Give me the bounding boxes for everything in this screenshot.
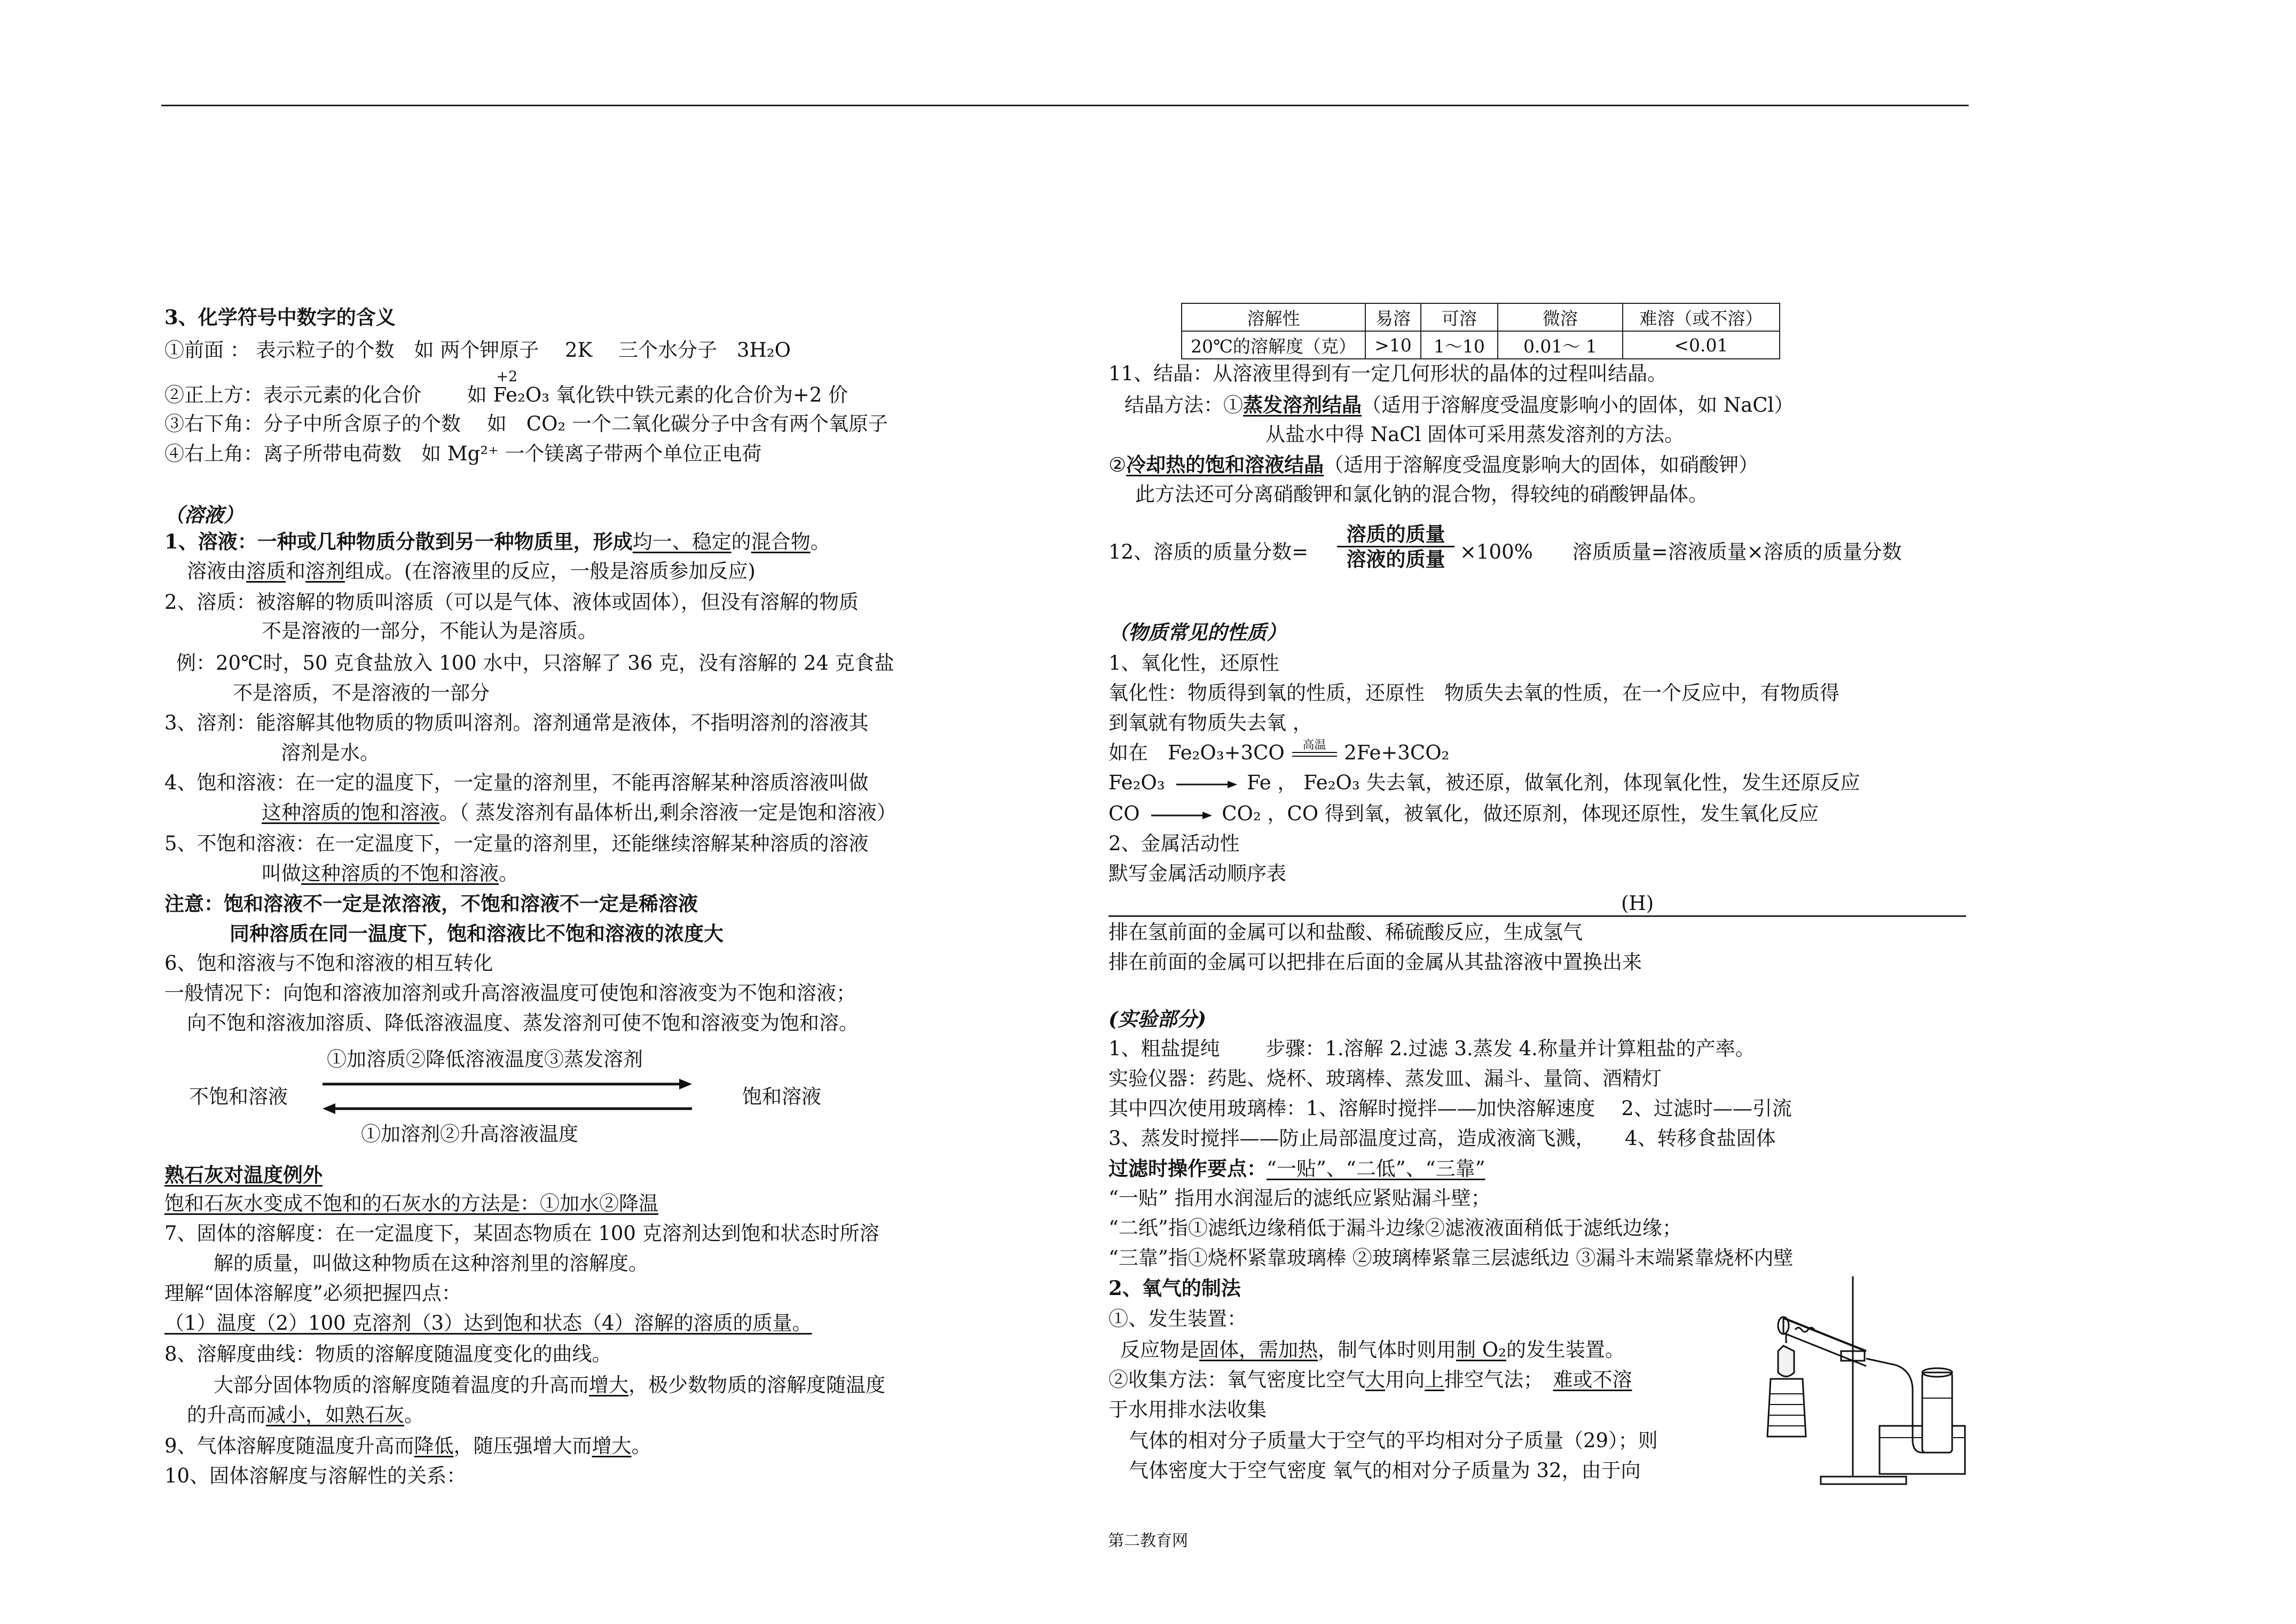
def1b-u1: 溶质 (246, 560, 286, 583)
def7-line3: 理解“固体溶解度”必须把握四点： (164, 1282, 461, 1305)
oxidation-arrow (1146, 810, 1215, 821)
sec3-line1: ①前面 ： 表示粒子的个数 如 两个钾原子 2K 三个水分子 3H₂O (164, 339, 791, 362)
reaction-right: 2Fe+3CO₂ (1344, 741, 1450, 764)
def7-line1: 7、固体的溶解度：在一定温度下，某固态物质在 100 克溶剂达到饱和状态时所溶 (164, 1222, 879, 1245)
conversion-bottom-label: ①加溶剂②升高溶液温度 (361, 1123, 578, 1146)
def1b-pre: 溶液由 (187, 560, 246, 583)
def2-line3: 例：20℃时，50 克食盐放入 100 水中，只溶解了 36 克，没有溶解的 24 克食盐 (176, 652, 894, 674)
conversion-right-label: 饱和溶液 (742, 1085, 821, 1108)
e1-line2: 实验仪器：药匙、烧杯、玻璃棒、蒸发皿、漏斗、量筒、酒精灯 (1108, 1067, 1662, 1090)
r11-u1: 蒸发溶剂结晶 (1243, 393, 1362, 417)
def3-line1: 3、溶剂：能溶解其他物质的物质叫溶剂。溶剂通常是液体，不指明溶剂的溶液其 (164, 711, 869, 734)
p2-title: 2、金属活动性 (1108, 832, 1240, 855)
p1-line1: 氧化性：物质得到氧的性质，还原性 物质失去氧的性质，在一个反应中，有物质得 (1108, 681, 1839, 704)
e2-l3-mid: 用向 (1385, 1368, 1425, 1391)
p1-line5 (1108, 801, 1819, 827)
p2-line3: 排在前面的金属可以把排在后面的金属从其盐溶液中置换出来 (1108, 951, 1642, 974)
sec3-line2 (164, 368, 848, 408)
table-cell: >10 (1365, 331, 1421, 359)
conversion-arrows (320, 1073, 694, 1116)
def8-line2 (214, 1372, 885, 1398)
table-row (1182, 331, 1780, 359)
def1-line1 (164, 529, 830, 555)
def4-rest: 。（ 蒸发溶剂有晶体析出,剩余溶液一定是饱和溶液） (439, 801, 897, 824)
note-line1: 注意：饱和溶液不一定是浓溶液，不饱和溶液不一定是稀溶液 (164, 892, 698, 915)
conversion-top-label: ①加溶质②降低溶液温度③蒸发溶剂 (327, 1048, 643, 1071)
def1-end: 。 (810, 530, 830, 553)
activity-series-rule (1108, 915, 1966, 917)
def2-line1: 2、溶质：被溶解的物质叫溶质（可以是气体、液体或固体），但没有溶解的物质 (164, 591, 859, 614)
def2-line4: 不是溶质，不是溶液的一部分 (233, 681, 490, 704)
sec3-line3: ③右下角：分子中所含原子的个数 如 CO₂ 一个二氧化碳分子中含有两个氧原子 (164, 412, 888, 435)
def1-mid: 的 (731, 530, 751, 553)
properties-heading: （物质常见的性质） (1108, 621, 1286, 644)
def4-line2 (262, 800, 897, 826)
conversion-left-label: 不饱和溶液 (189, 1085, 288, 1108)
valence-charge: +2 (496, 368, 518, 385)
e1-line3: 其中四次使用玻璃棒：1、溶解时搅拌——加快溶解速度 2、过滤时——引流 (1108, 1097, 1792, 1120)
e2-line5: 气体的相对分子质量大于空气的平均相对分子质量（29）；则 (1129, 1429, 1658, 1452)
sec3-line2-pre: ②正上方：表示元素的化合价 如 (164, 383, 487, 406)
def9-mid: ，随压强增大而 (453, 1434, 592, 1457)
r11-l2-post: （适用于溶解度受温度影响小的固体，如 NaCl） (1362, 394, 1794, 417)
e2-line3 (1108, 1367, 1632, 1393)
def8-u2: 减小，如熟石灰 (266, 1403, 404, 1426)
e2-u5: 难或不溶 (1553, 1368, 1632, 1391)
e2-u1: 固体，需加热 (1199, 1338, 1318, 1361)
def1b-u2: 溶剂 (305, 560, 345, 583)
e2-line4: 于水用排水法收集 (1108, 1398, 1267, 1421)
e2-line1: ①、发生装置： (1108, 1307, 1247, 1330)
p1-line3 (1108, 740, 1449, 766)
p1-line4 (1108, 770, 1860, 796)
table-cell: 1～10 (1421, 331, 1498, 359)
def9-u1: 降低 (414, 1434, 454, 1457)
p1-line2: 到氧就有物质失去氧 ， (1108, 711, 1312, 734)
r12-pre: 12、溶质的质量分数= (1108, 540, 1309, 563)
reduction-arrow (1171, 779, 1240, 790)
r11-l4-post: （适用于溶解度受温度影响大的固体，如硝酸钾） (1324, 453, 1759, 476)
valence-formula-text: Fe₂O₃ (493, 383, 550, 406)
e1-line8: “三靠”指①烧杯紧靠玻璃棒 ②玻璃棒紧靠三层滤纸边 ③漏斗末端紧靠烧杯内壁 (1108, 1246, 1794, 1269)
table-cell: <0.01 (1623, 331, 1780, 359)
p1-l5-pre: CO (1108, 802, 1140, 825)
p1-l4-post: Fe ， Fe₂O₃ 失去氧，被还原，做氧化剂，体现氧化性，发生还原反应 (1247, 771, 1860, 794)
table-cell: 0.01～ 1 (1498, 331, 1623, 359)
e2-title: 2、氧气的制法 (1108, 1276, 1241, 1300)
def5-line1: 5、不饱和溶液：在一定温度下，一定量的溶剂里，还能继续溶解某种溶质的溶液 (164, 832, 869, 855)
def1-u1: 均一、稳定 (632, 530, 732, 553)
fraction-numerator: 溶质的质量 (1346, 522, 1445, 546)
table-cell: 20℃的溶解度（克） (1182, 331, 1365, 359)
mass-fraction (1337, 522, 1454, 571)
r11-line4 (1108, 452, 1758, 478)
top-rule (161, 105, 1969, 106)
experiment-heading: (实验部分) (1108, 1007, 1207, 1031)
note-line2: 同种溶质在同一温度下，饱和溶液比不饱和溶液的浓度大 (230, 922, 724, 945)
def8-l2-pre: 大部分固体物质的溶解度随着温度的升高而 (214, 1374, 589, 1397)
condition-bar (1292, 752, 1337, 757)
e2-l2-post: 的发生装置。 (1506, 1338, 1625, 1361)
def1b-mid: 和 (286, 560, 305, 583)
table-cell: 易溶 (1365, 303, 1421, 331)
def6-title: 6、饱和溶液与不饱和溶液的相互转化 (164, 952, 493, 975)
e2-l3-mid2: 排空气法； (1444, 1368, 1553, 1391)
r11-u2: 冷却热的饱和溶液结晶 (1126, 453, 1324, 476)
def1-line2 (187, 559, 756, 584)
valence-formula (493, 368, 550, 408)
e2-u4: 上 (1425, 1368, 1444, 1391)
e1-l5-underline: “一贴”、“二低”、“三靠” (1267, 1157, 1485, 1180)
solubility-table (1181, 303, 1780, 359)
def5-pre: 叫做 (262, 862, 301, 885)
shihui-line: 饱和石灰水变成不饱和的石灰水的方法是：①加水②降温 (164, 1192, 658, 1215)
p2-line2: 排在氢前面的金属可以和盐酸、稀硫酸反应，生成氢气 (1108, 921, 1583, 944)
def5-line2 (262, 861, 518, 886)
r11-line3: 从盐水中得 NaCl 固体可采用蒸发溶剂的方法。 (1265, 423, 1685, 446)
def4-underline: 这种溶质的饱和溶液 (262, 801, 439, 824)
e2-l2-pre: 反应物是 (1120, 1338, 1199, 1361)
shihui-title: 熟石灰对温度例外 (164, 1163, 323, 1187)
p2-line1: 默写金属活动顺序表 (1108, 862, 1286, 885)
e2-l2-mid: ，制气体时则用 (1318, 1338, 1456, 1361)
def2-line2: 不是溶液的一部分，不能认为是溶质。 (262, 619, 597, 642)
def8-l3-post: 。 (404, 1403, 424, 1426)
r11-line1: 11、结晶：从溶液里得到有一定几何形状的晶体的过程叫结晶。 (1108, 362, 1668, 385)
fraction-denominator: 溶液的质量 (1337, 546, 1454, 571)
e1-line1: 1、粗盐提纯 步骤：1.溶解 2.过滤 3.蒸发 4.称量并计算粗盐的产率。 (1108, 1037, 1755, 1060)
e2-line6: 气体密度大于空气密度 氧气的相对分子质量为 32，由于向 (1129, 1459, 1641, 1482)
def7-line4: （1）温度（2）100 克溶剂（3）达到饱和状态（4）溶解的溶质的质量。 (164, 1312, 812, 1335)
e2-l3-pre: ②收集方法：氧气密度比空气 (1108, 1368, 1365, 1391)
table-cell: 难溶（或不溶） (1623, 303, 1780, 331)
r11-l4-pre: ② (1108, 453, 1127, 476)
sec3-line2-post: 氧化铁中铁元素的化合价为+2 价 (555, 383, 848, 406)
e1-line6: “一贴” 指用水润湿后的滤纸应紧贴漏斗壁； (1108, 1187, 1491, 1210)
def8-l2-post: ，极少数物质的溶解度随温度 (628, 1374, 885, 1397)
e1-line4: 3、蒸发时搅拌——防止局部温度过高，造成液滴飞溅， 4、转移食盐固体 (1108, 1127, 1776, 1150)
hydrogen-marker: (H) (1621, 892, 1654, 915)
page-footer: 第二教育网 (1108, 1532, 1188, 1550)
e2-u2: 制 O₂ (1456, 1338, 1506, 1361)
table-cell: 可溶 (1421, 303, 1498, 331)
def1-pre: 1、溶液：一种或几种物质分散到另一种物质里，形成 (164, 530, 633, 553)
def3-line2: 溶剂是水。 (281, 741, 380, 764)
e2-line2 (1120, 1337, 1625, 1363)
oxygen-apparatus-illustration (1762, 1266, 1970, 1490)
def8-line3 (187, 1402, 424, 1428)
reaction-condition (1291, 740, 1338, 766)
r11-line5: 此方法还可分离硝酸钾和氯化钠的混合物，得较纯的硝酸钾晶体。 (1135, 483, 1708, 506)
e2-u3: 大 (1365, 1368, 1385, 1391)
def8-l3-pre: 的升高而 (187, 1403, 266, 1426)
table-cell: 微溶 (1498, 303, 1623, 331)
def5-underline: 这种溶质的不饱和溶液 (301, 862, 499, 885)
def9-line (164, 1433, 651, 1459)
p1-title: 1、氧化性，还原性 (1108, 652, 1279, 674)
def1-u2: 混合物 (751, 530, 811, 553)
def9-end: 。 (631, 1434, 651, 1457)
r11-l2-pre: 结晶方法：① (1125, 394, 1243, 417)
e1-l5-pre: 过滤时操作要点： (1108, 1157, 1267, 1180)
table-cell: 溶解性 (1182, 303, 1365, 331)
def8-u1: 增大 (589, 1374, 628, 1397)
section3-title: 3、化学符号中数字的含义 (164, 305, 396, 329)
condition-label: 高温 (1302, 739, 1326, 752)
def5-end: 。 (499, 862, 518, 885)
e1-line7: “二纸”指①滤纸边缘稍低于漏斗边缘②滤液液面稍低于滤纸边缘； (1108, 1217, 1682, 1239)
def4-line1: 4、饱和溶液：在一定的温度下，一定量的溶剂里，不能再溶解某种溶质溶液叫做 (164, 771, 869, 794)
e1-line5 (1108, 1156, 1485, 1182)
def9-u2: 增大 (592, 1434, 632, 1457)
def7-line2: 解的质量，叫做这种物质在这种溶剂里的溶解度。 (214, 1252, 648, 1275)
sec3-line4: ④右上角：离子所带电荷数 如 Mg²⁺ 一个镁离子带两个单位正电荷 (164, 442, 762, 465)
def8-line1: 8、溶解度曲线：物质的溶解度随温度变化的曲线。 (164, 1343, 612, 1366)
def9-pre: 9、气体溶解度随温度升高而 (164, 1434, 414, 1457)
table-header-row (1182, 303, 1780, 331)
r11-line2 (1125, 392, 1794, 418)
def6-line2: 向不饱和溶液加溶质、降低溶液温度、蒸发溶剂可使不饱和溶液变为饱和溶。 (187, 1011, 859, 1034)
def1b-end: 组成。(在溶液里的反应，一般是溶质参加反应) (345, 560, 756, 583)
r12-post: ×100% 溶质质量=溶液质量×溶质的质量分数 (1460, 540, 1902, 563)
p1-l4-pre: Fe₂O₃ (1108, 771, 1165, 794)
solution-heading: （溶液） (164, 503, 243, 527)
p1-l5-post: CO₂ ，CO 得到氧，被氧化，做还原剂，体现还原性，发生氧化反应 (1222, 802, 1819, 825)
reaction-left: 如在 Fe₂O₃+3CO (1108, 741, 1285, 764)
def6-line1: 一般情况下：向饱和溶液加溶剂或升高溶液温度可使饱和溶液变为不饱和溶液； (164, 982, 856, 1005)
def10-line: 10、固体溶解度与溶解性的关系： (164, 1464, 467, 1487)
